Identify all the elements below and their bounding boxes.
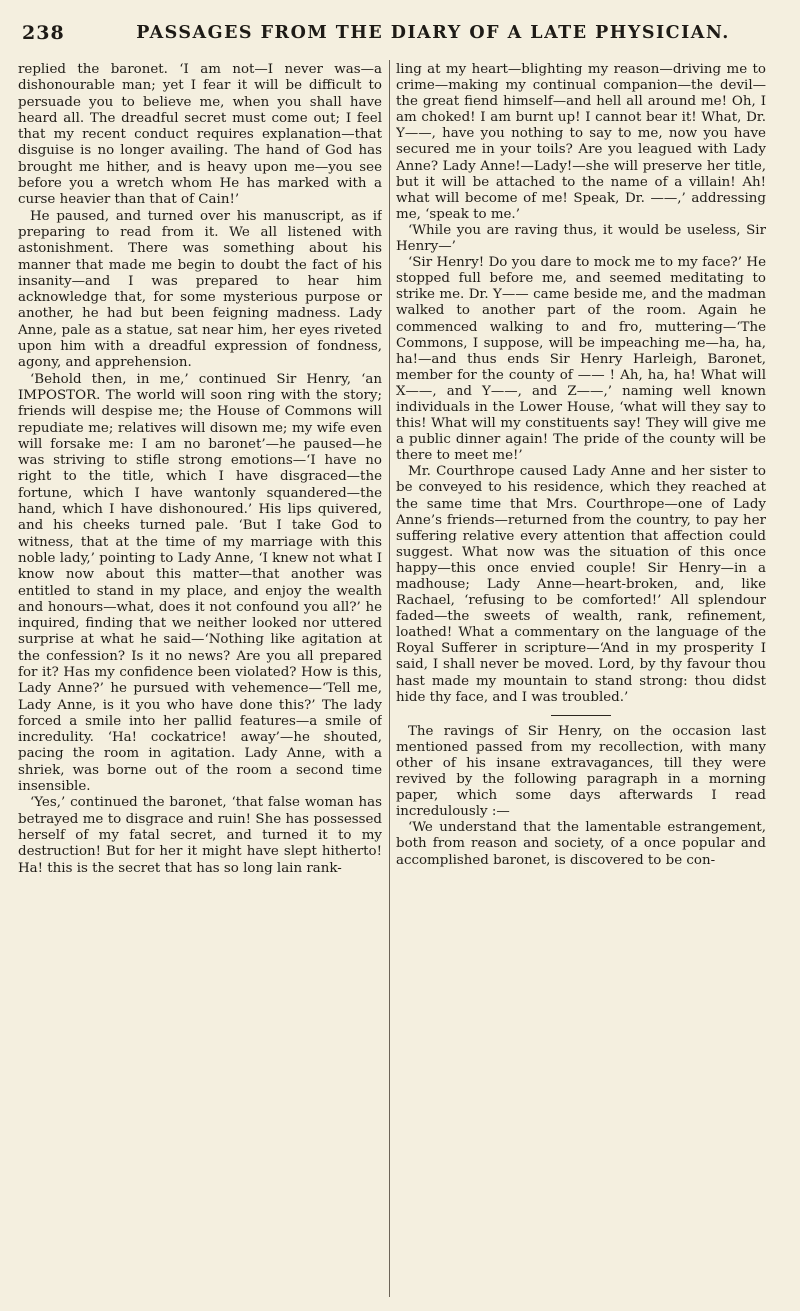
paragraph: He paused, and turned over his manuscript, as if preparing to read from it. We all listened with astonishment. There was something about his manner that made me begin to doubt the fact of his insanity—and I was prepared to hear him acknowledge that, for some mysterious purpose or another, he had but been feigning madness. Lady Anne, pale as a statue, sat near him, her eyes riveted upon him with a dreadful expression of fondness, agony, and apprehension. bbox=[18, 208, 382, 371]
paragraph: ling at my heart—blighting my reason—driving me to crime—making my continual companion—the devil—the great fiend himself—and hell all around me! Oh, I am choked! I am burnt up! I cannot bear it! What, Dr. Y——, have you nothing to say to me, now you have secured me in your toils? Are you leagued with Lady Anne? Lady Anne!—Lady!—she will preserve her title, but it will be attached to the name of a villain! Ah! what will become of me! Speak, Dr. ——,’ addressing me, ‘speak to me.’ bbox=[396, 62, 766, 222]
paragraph: ‘We understand that the lamentable estrangement, both from reason and society, of a once popular and accomplished baronet, is discovered to be con- bbox=[396, 820, 766, 868]
column-divider bbox=[389, 60, 390, 1297]
running-head: PASSAGES FROM THE DIARY OF A LATE PHYSICIAN. bbox=[136, 23, 730, 43]
paragraph: ‘While you are raving thus, it would be useless, Sir Henry—’ bbox=[396, 222, 766, 255]
left-column bbox=[18, 62, 382, 1297]
paragraph: The ravings of Sir Henry, on the occasion last mentioned passed from my recollection, with many other of his insane extravagances, till they were revived by the following paragraph in a morning paper, which some days afterwards I read incredulously :— bbox=[396, 723, 766, 820]
paragraph: replied the baronet. ‘I am not—I never was—a dishonourable man; yet I fear it will be difficult to persuade you to believe me, when you shall have heard all. The dreadful secret must come out; I feel that my recent conduct requires explanation—that disguise is no longer availing. The hand of God has brought me hither, and is heavy upon me—you see before you a wretch whom He has marked with a curse heavier than that of Cain!’ bbox=[18, 62, 382, 208]
paragraph: ‘Behold then, in me,’ continued Sir Henry, ‘an IMPOSTOR. The world will soon ring with the story; friends will despise me; the House of Commons will repudiate me; relatives will disown me; my wife even will forsake me: I am no baronet’—he paused—he was striving to stifle strong emotions—‘I have no right to the title, which I have disgraced—the fortune, which I have wantonly squandered—the hand, which I have dishonoured.’ His lips quivered, and his cheeks turned pale. ‘But I take God to witness, that at the time of my marriage with this noble lady,’ pointing to Lady Anne, ‘I knew not what I know now about this matter—that another was entitled to stand in my place, and enjoy the wealth and honours—what, does it not confound you all?’ he inquired, finding that we neither looked nor uttered surprise at what he said—‘Nothing like agitation at the confession? Is it no news? Are you all prepared for it? Has my confidence been violated? How is this, Lady Anne?’ he pursued with vehemence—‘Tell me, Lady Anne, is it you who have done this?’ The lady forced a smile into her pallid features—a smile of incredulity. ‘Ha! cockatrice! away’—he shouted, pacing the room in agitation. Lady Anne, with a shriek, was borne out of the room a second time insensible. bbox=[18, 371, 382, 795]
paragraph: ‘Yes,’ continued the baronet, ‘that false woman has betrayed me to disgrace and ruin! She has possessed herself of my fatal secret, and turned it to my destruction! But for her it might have slept hitherto! Ha! this is the secret that has so long lain rank- bbox=[18, 795, 382, 876]
right-column bbox=[396, 62, 766, 1297]
paragraph: Mr. Courthrope caused Lady Anne and her sister to be conveyed to his residence, which they reached at the same time that Mrs. Courthrope—one of Lady Anne’s friends—returned from the country, to pay her suffering relative every attention that affection could suggest. What now was the situation of this once happy—this once envied couple! Sir Henry—in a madhouse; Lady Anne—heart-broken, and, like Rachael, ‘refusing to be comforted!’ All splendour faded—the sweets of wealth, rank, refinement, loathed! What a commentary on the language of the Royal Sufferer in scripture—‘And in my prosperity I said, I shall never be moved. Lord, by thy favour thou hast made my mountain to stand strong: thou didst hide thy face, and I was troubled.’ bbox=[396, 464, 766, 705]
page-header bbox=[18, 22, 770, 52]
paragraph: ‘Sir Henry! Do you dare to mock me to my face?’ He stopped full before me, and seemed meditating to strike me. Dr. Y—— came beside me, and the madman walked to another part of the room. Again he commenced walking to and fro, muttering—‘The Commons, I suppose, will be impeaching me—ha, ha, ha!—and thus ends Sir Henry Harleigh, Baronet, member for the county of —— ! Ah, ha, ha! What will X——, and Y——, and Z——,’ naming well known individuals in the Lower House, ‘what will they say to this! What will my constituents say! They will give me a public dinner again! The pride of the county will be there to meet me!’ bbox=[396, 255, 766, 464]
page-number: 238 bbox=[22, 22, 65, 44]
section-separator bbox=[551, 715, 611, 716]
